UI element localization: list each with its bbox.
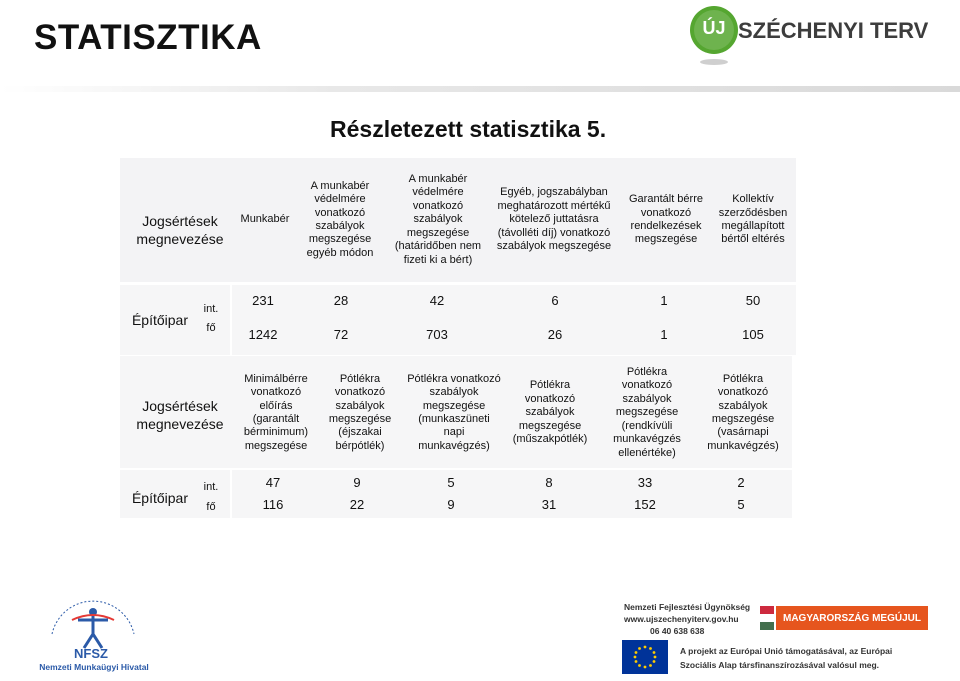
table1-value: 6 <box>551 293 559 309</box>
table1-value: 231 <box>252 293 274 309</box>
table1-header-cell: Kollektív szerződésben megállapított bértől eltérés <box>718 193 788 246</box>
table2-sub-label: fő <box>206 501 216 514</box>
eu-flag-icon <box>622 640 668 674</box>
agency-name: Nemzeti Fejlesztési Ügynökség <box>624 602 751 612</box>
table1-header-cell: Jogsértések megnevezése <box>136 212 224 247</box>
table1-value: 72 <box>333 327 349 343</box>
table1-value: 1 <box>660 327 668 343</box>
table2-header-cell: Minimálbérre vonatkozó előírás (garantált bérminimum) megszegése <box>243 372 309 452</box>
header-divider <box>0 86 960 92</box>
logo-brand-text: SZÉCHENYI TERV <box>738 18 929 43</box>
table1-header-cell: Munkabér <box>240 213 290 226</box>
table2-header-cell: Pótlékra vonatkozó szabályok megszegése (rendkívüli munkavégzés ellenértéke) <box>613 366 681 459</box>
table2-header-cell: Pótlékra vonatkozó szabályok megszegése (műszakpótlék) <box>512 379 588 446</box>
agency-web: www.ujszechenyiterv.gov.hu <box>624 614 739 624</box>
table2-header-cell: Jogsértések megnevezése <box>136 397 224 432</box>
table2-value: 31 <box>541 497 557 513</box>
table2-value: 9 <box>447 497 455 513</box>
hungarian-flag-icon <box>760 606 774 630</box>
table1-row-label: Építőipar <box>131 311 189 328</box>
nfsz-abbr: NFSZ <box>74 646 108 661</box>
agency-phone: 06 40 638 638 <box>650 626 705 636</box>
table1-header-cell: A munkabér védelmére vonatkozó szabályok megszegése egyéb módon <box>306 179 374 259</box>
eu-funding-text-1: A projekt az Európai Unió támogatásával, az Európai <box>680 646 893 656</box>
table1-header-cell: Garantált bérre vonatkozó rendelkezések megszegése <box>629 193 703 246</box>
table2-value: 47 <box>265 475 281 491</box>
table1-value: 26 <box>547 327 563 343</box>
nfsz-name: Nemzeti Munkaügyi Hivatal <box>39 662 149 672</box>
table1-sub-label: int. <box>203 303 219 316</box>
nfsz-logo <box>38 590 148 676</box>
eu-funding-text-2: Szociális Alap társfinanszírozásával valósul meg. <box>680 660 880 670</box>
table2-sub-label: int. <box>203 481 219 494</box>
table2-header-cell: Pótlékra vonatkozó szabályok megszegése (vasárnapi munkavégzés) <box>707 372 779 452</box>
table1-value: 1242 <box>248 327 278 343</box>
table2-value: 116 <box>262 497 284 513</box>
table1-header-cell: A munkabér védelmére vonatkozó szabályok megszegése (határidőben nem fizeti ki a bért) <box>394 173 482 266</box>
page-title: STATISZTIKA <box>34 18 262 57</box>
section-subtitle: Részletezett statisztika 5. <box>330 116 607 142</box>
magyarorszag-megujul-badge <box>776 606 928 630</box>
table2-value: 152 <box>634 497 656 513</box>
badge-text: MAGYARORSZÁG MEGÚJUL <box>783 612 921 624</box>
table1-header-cell: Egyéb, jogszabályban meghatározott mértékű kötelező juttatásra (távolléti díj) vonatkozó szabályok megszegése <box>496 186 612 253</box>
table2-value: 5 <box>447 475 455 491</box>
logo-uj-text: ÚJ <box>702 18 726 38</box>
table1-value: 28 <box>333 293 349 309</box>
table2-data-bg <box>232 470 792 518</box>
table1-data-bg <box>232 285 796 355</box>
table2-value: 2 <box>737 475 745 491</box>
table1-value: 1 <box>660 293 668 309</box>
table1-value: 42 <box>429 293 445 309</box>
table1-value: 703 <box>426 327 448 343</box>
table1-value: 50 <box>745 293 761 309</box>
table2-value: 9 <box>353 475 361 491</box>
table2-value: 8 <box>545 475 553 491</box>
table2-value: 22 <box>349 497 365 513</box>
table2-header-cell: Pótlékra vonatkozó szabályok megszegése (éjszakai bérpótlék) <box>328 372 392 452</box>
table1-value: 105 <box>742 327 764 343</box>
table2-header-cell: Pótlékra vonatkozó szabályok megszegése (munkaszüneti napi munkavégzés) <box>407 372 501 452</box>
szechenyi-terv-logo <box>684 2 929 68</box>
table2-value: 5 <box>737 497 745 513</box>
table2-row-label: Építőipar <box>131 489 189 506</box>
table1-sub-label: fő <box>206 322 216 335</box>
table2-value: 33 <box>637 475 653 491</box>
